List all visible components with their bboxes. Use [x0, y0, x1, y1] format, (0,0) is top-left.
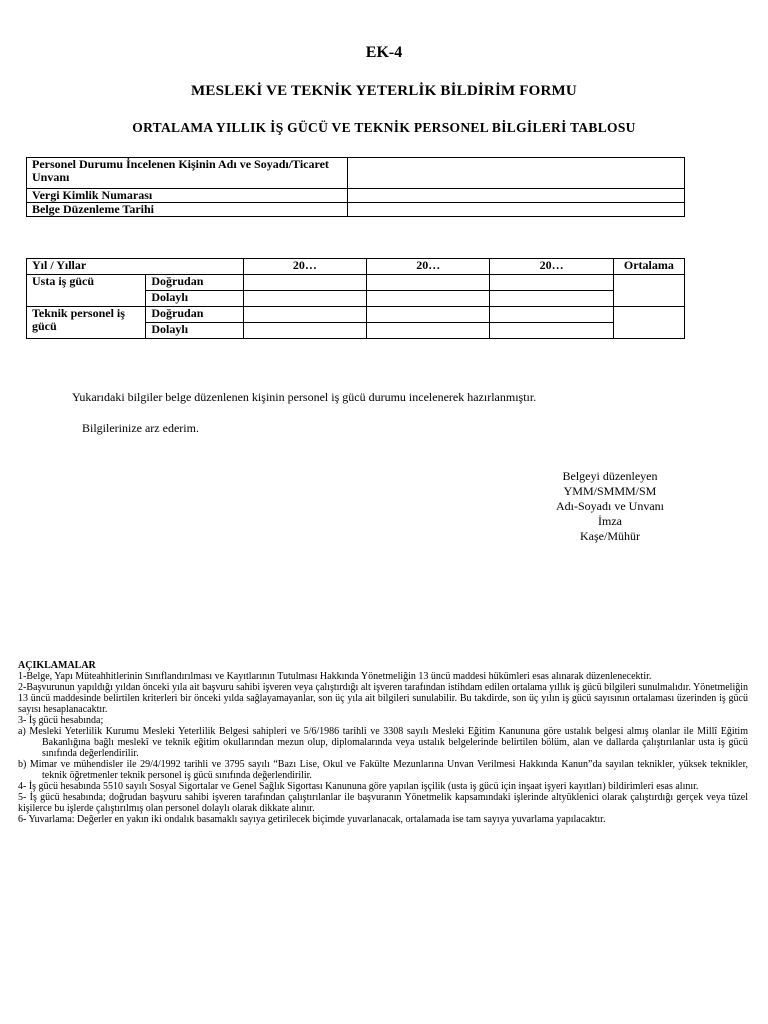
issue-date-value-cell[interactable] — [348, 203, 685, 217]
cell[interactable] — [243, 275, 366, 291]
cell[interactable] — [243, 323, 366, 339]
issue-date-label: Belge Düzenleme Tarihi — [27, 203, 348, 217]
master-workforce-label: Usta iş gücü — [27, 275, 146, 307]
note-item: 2-Başvurunun yapıldığı yıldan önceki yıla ait başvuru sahibi işveren veya çalıştırdığı alt işveren tarafından istihdam edilen ortalama yıllık iş gücü bilgileri sunulmalıdır. Yönetmeliğin 13 üncü maddesinde belirtilen kriterleri bir önceki yılda sağlayamayanlar, son üç yıla ait bilgileri sunulabilir. Bu takdirde, son üç yılın iş gücü sayısının ortalaması üzerinden iş gücü sayısı hesaplanacaktır. — [18, 682, 748, 715]
master-average-cell[interactable] — [613, 275, 684, 307]
signature-line: Kaşe/Mühür — [580, 529, 640, 543]
note-item: 6- Yuvarlama: Değerler en yakın iki ondalık basamaklı sayıya getirilecek biçimde yuvarlanacak, ortalamada ise tam sayıya yuvarlama yapılacaktır. — [18, 814, 606, 825]
note-item: 4- İş gücü hesabında 5510 sayılı Sosyal Sigortalar ve Genel Sağlık Sigortası Kanununa göre yapılan işçilik (usta iş gücü için inşaat işyeri kayıtları) bildirimleri esas alınır. — [18, 781, 699, 792]
cell[interactable] — [367, 307, 490, 323]
name-value-cell[interactable] — [348, 158, 685, 189]
note-item: 5- İş gücü hesabında; doğrudan başvuru sahibi işveren tarafından çalıştırılanlar ile başvuranın Yönetmelik kapsamındaki işlerinde altyüklenici olarak çalıştırdığı gerçek veya tüzel kişilerce bu işlerde çalıştırılmış olan personel dolaylı olarak dikkate alınır. — [18, 792, 748, 814]
direct-label: Doğrudan — [146, 275, 243, 291]
cell[interactable] — [490, 307, 613, 323]
cell[interactable] — [490, 291, 613, 307]
signature-line: İmza — [598, 514, 622, 528]
cell[interactable] — [243, 291, 366, 307]
note-item: 1-Belge, Yapı Müteahhitlerinin Sınıflandırılması ve Kayıtlarının Tutulması Hakkında Yönetmeliğin 13 üncü maddesi hükümleri esas alınarak düzenlenecektir. — [18, 671, 652, 682]
name-label: Personel Durumu İncelenen Kişinin Adı ve Soyadı/Ticaret Unvanı — [27, 158, 348, 189]
signature-line: YMM/SMMM/SM — [563, 484, 657, 498]
direct-label: Doğrudan — [146, 307, 243, 323]
years-header: Yıl / Yıllar — [27, 259, 244, 275]
note-item: b) Mimar ve mühendisler ile 29/4/1992 tarihli ve 3795 sayılı “Bazı Lise, Okul ve Fakülte Mezunlarına Unvan Verilmesi Hakkında Kanun”da sayılan teknikler, yüksek teknikler, teknik öğretmenler teknik personel iş gücü sınıfında değerlendirilir. — [18, 759, 748, 781]
indirect-label: Dolaylı — [146, 291, 243, 307]
cell[interactable] — [490, 323, 613, 339]
signature-line: Belgeyi düzenleyen — [562, 469, 658, 483]
workforce-table — [26, 258, 685, 339]
statement-text: Yukarıdaki bilgiler belge düzenlenen kişinin personel iş gücü durumu incelenerek hazırlanmıştır. — [72, 390, 537, 404]
technical-average-cell[interactable] — [613, 307, 684, 339]
form-title: MESLEKİ VE TEKNİK YETERLİK BİLDİRİM FORMU — [191, 83, 577, 99]
info-table — [26, 157, 685, 217]
year3-header: 20… — [490, 259, 613, 275]
year2-header: 20… — [367, 259, 490, 275]
cell[interactable] — [367, 291, 490, 307]
technical-workforce-label: Teknik personel iş gücü — [27, 307, 146, 339]
tax-number-value-cell[interactable] — [348, 189, 685, 203]
cell[interactable] — [490, 275, 613, 291]
cell[interactable] — [367, 275, 490, 291]
year1-header: 20… — [243, 259, 366, 275]
signature-block — [510, 469, 710, 544]
note-item: 3- İş gücü hesabında; — [18, 715, 104, 726]
form-subtitle: ORTALAMA YILLIK İŞ GÜCÜ VE TEKNİK PERSONEL BİLGİLERİ TABLOSU — [132, 120, 636, 135]
cell[interactable] — [243, 307, 366, 323]
notes-section — [18, 660, 748, 825]
average-header: Ortalama — [613, 259, 684, 275]
document-code: EK-4 — [365, 44, 403, 61]
indirect-label: Dolaylı — [146, 323, 243, 339]
notes-title: AÇIKLAMALAR — [18, 660, 96, 671]
tax-number-label: Vergi Kimlik Numarası — [27, 189, 348, 203]
closing-text: Bilgilerinize arz ederim. — [82, 421, 199, 435]
note-item: a) Mesleki Yeterlilik Kurumu Mesleki Yeterlilik Belgesi sahipleri ve 5/6/1986 tarihli ve 3308 sayılı Mesleki Eğitim Kanununa göre ustalık belgesi almış olanlar ile Millî Eğitim Bakanlığına bağlı meslekî ve teknik eğitim okullarından mezun olup, diplomalarında veya ustalık belgelerinde belirtilen bölüm, alan ve dallarda çalıştırılanlar usta iş gücü sınıfında değerlendirilir. — [18, 726, 748, 759]
signature-line: Adı-Soyadı ve Unvanı — [556, 499, 664, 513]
cell[interactable] — [367, 323, 490, 339]
